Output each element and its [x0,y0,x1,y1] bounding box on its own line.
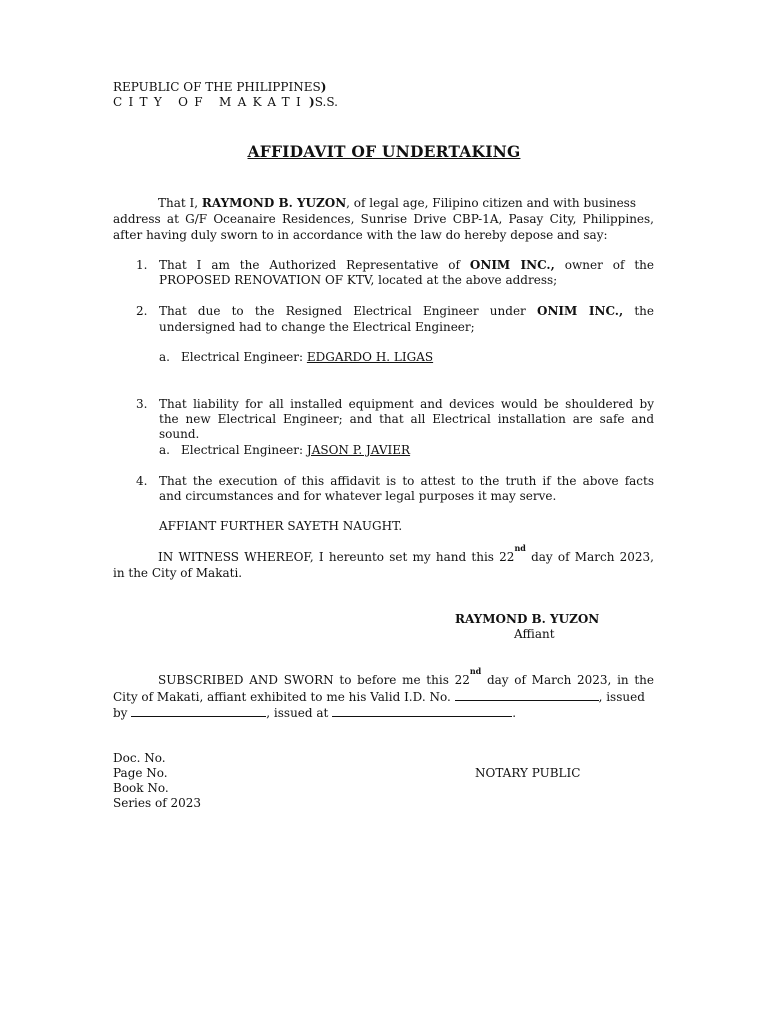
book-no: Book No. [113,781,169,795]
item-2-line-1 [159,304,654,320]
sworn-ordinal: nd [469,666,482,676]
witness-line-1 [113,543,654,566]
header-republic [113,80,326,95]
sub-a-marker-1: a. [159,350,170,364]
witness-ordinal: nd [514,543,526,553]
sworn-issued-text: , issued [598,690,645,704]
sworn-line-3 [113,705,516,721]
page-no: Page No. [113,766,168,780]
ee-line-1 [181,350,433,365]
item-1-number: 1. [136,258,148,272]
sworn-text-a: SUBSCRIBED AND SWORN to before me this 22 [158,673,470,687]
issued-by-blank[interactable] [131,705,266,717]
header-city: CITY OF MAKATI )S.S. [113,95,338,109]
item-2-line-2: undersigned had to change the Electrical Engineer; [159,320,475,334]
sworn-issued-at-text: , issued at [266,706,333,720]
sworn-id-text: City of Makati, affiant exhibited to me his Valid I.D. No. [113,690,455,704]
electrical-engineer-1: EDGARDO H. LIGAS [306,350,434,364]
sworn-line-1 [113,666,654,689]
item-4-number: 4. [136,474,148,488]
document-title: AFFIDAVIT OF UNDERTAKING [247,142,521,161]
series-no: Series of 2023 [113,796,201,810]
sworn-period: . [512,706,517,720]
ee-label-2: Electrical Engineer: [181,443,307,457]
item-3-line-3: sound. [159,427,200,441]
item-4-line-1: That the execution of this affidavit is to attest to the truth if the above facts [159,474,654,488]
item-3-line-2: the new Electrical Engineer; and that all Electrical installation are safe and [159,412,654,426]
item-4-line-2: and circumstances and for whatever legal purposes it may serve. [159,489,557,503]
intro-rest: , of legal age, Filipino citizen and with business [346,196,636,210]
sworn-line-2 [113,689,645,705]
ee-line-2 [181,443,410,458]
valid-id-blank[interactable] [455,689,599,701]
company-name-2: ONIM INC., [536,304,624,318]
witness-text-a: IN WITNESS WHEREOF, I hereunto set my hand this 22 [158,550,515,564]
ee-label-1: Electrical Engineer: [181,350,307,364]
sworn-text-b: day of March 2023, in the [481,673,654,687]
item-3-line-1: That liability for all installed equipment and devices would be shouldered by [159,397,654,411]
signatory-name: RAYMOND B. YUZON [455,612,600,626]
intro-that-i: That I, [158,196,202,210]
item-2-number: 2. [136,304,148,318]
sub-a-marker-2: a. [159,443,170,457]
company-name: ONIM INC., [469,258,555,272]
item-3-number: 3. [136,397,148,411]
republic-text: REPUBLIC OF THE PHILIPPINES [113,80,321,94]
item-1-line-2: PROPOSED RENOVATION OF KTV, located at the above address; [159,273,558,287]
witness-line-2: in the City of Makati. [113,566,243,580]
intro-line-1 [113,196,654,212]
item-1-text-b: owner of the [554,258,654,272]
electrical-engineer-2: JASON P. JAVIER [306,443,411,457]
item-2-text-a: That due to the Resigned Electrical Engineer under [159,304,537,318]
issued-at-blank[interactable] [332,705,512,717]
affiant-name: RAYMOND B. YUZON [201,196,347,210]
item-1-text-a: That I am the Authorized Representative of [159,258,470,272]
notary-public-label: NOTARY PUBLIC [475,766,581,780]
item-2-text-b: the [623,304,654,318]
intro-line-3: after having duly sworn to in accordance with the law do hereby depose and say: [113,228,608,242]
witness-text-b: day of March 2023, [525,550,654,564]
sworn-by-text: by [113,706,132,720]
city-text: CITY OF MAKATI [113,95,308,109]
affiant-further: AFFIANT FURTHER SAYETH NAUGHT. [159,519,403,533]
item-1-line-1 [159,258,654,274]
signatory-role: Affiant [514,627,555,641]
doc-no: Doc. No. [113,751,166,765]
republic-paren: ) [320,80,327,94]
intro-line-2: address at G/F Oceanaire Residences, Sunrise Drive CBP-1A, Pasay City, Philippines, [113,212,654,226]
